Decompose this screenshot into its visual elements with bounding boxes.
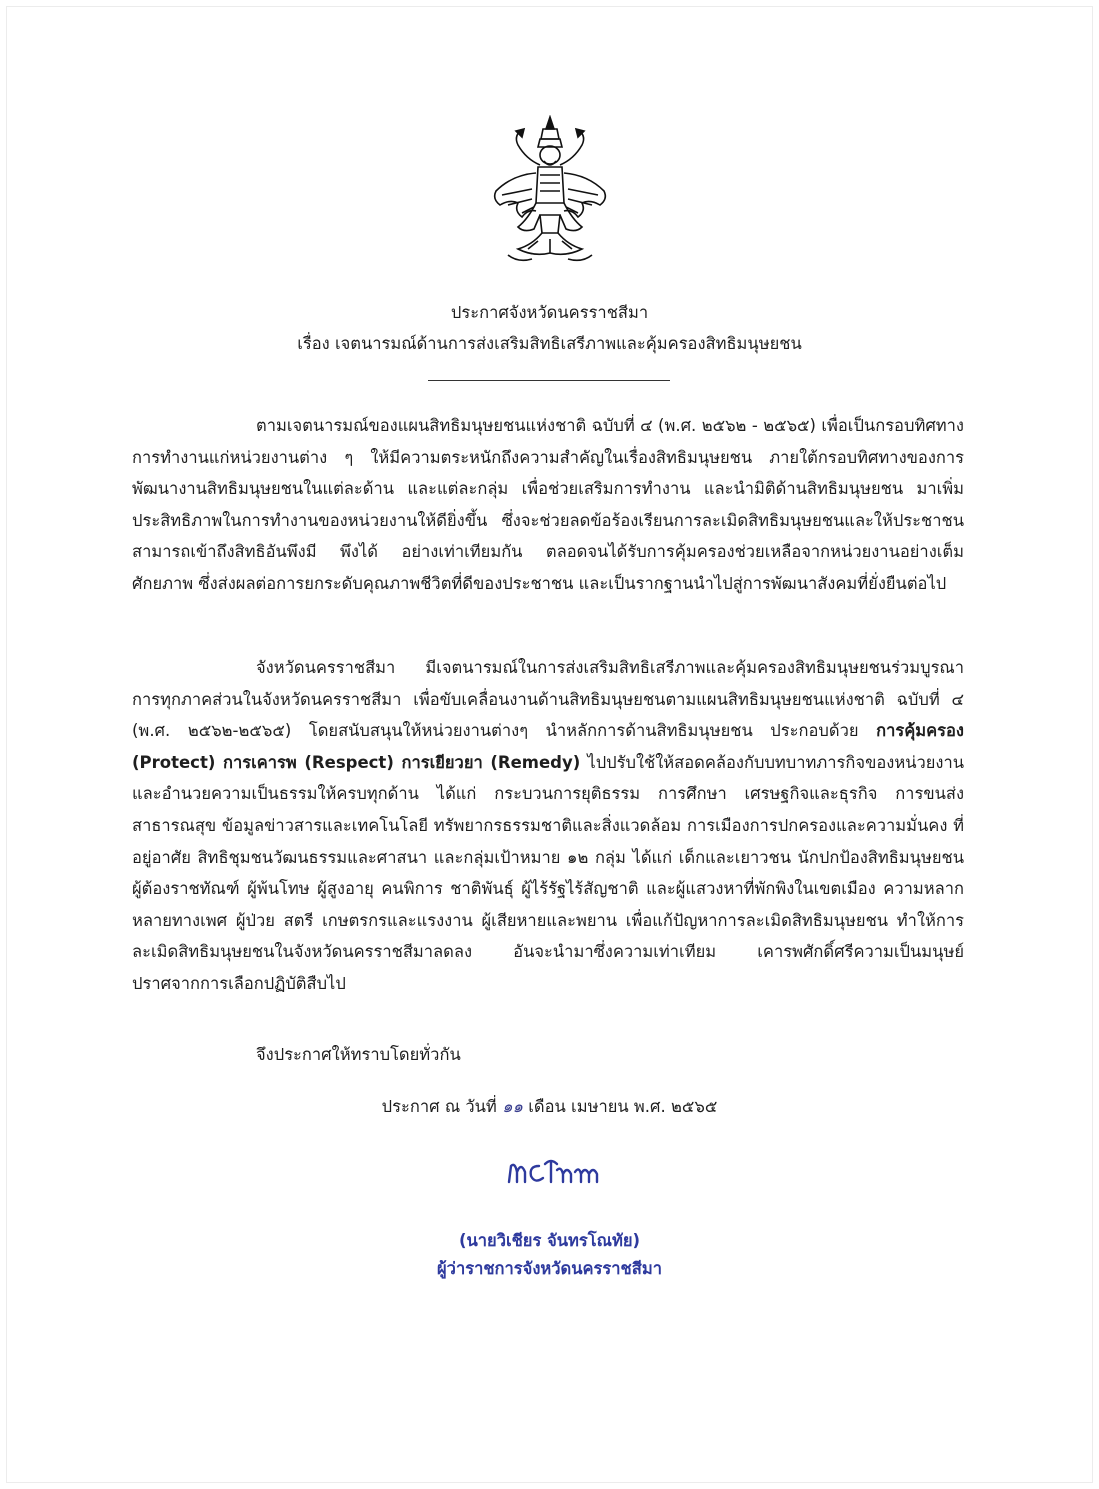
paragraph-2-intro: จังหวัดนครราชสีมา มีเจตนารมณ์ในการส่งเสริมสิทธิเสรีภาพและคุ้มครองสิทธิมนุษยชนร่วมบูรณาการทุกภาคส่วนในจังหวัดนครราชสีมา เพื่อขับเคลื่อนงานด้านสิทธิมนุษยชนตามแผนสิทธิมนุษยชนแห่งชาติ ฉบับที่ ๔ (พ.ศ. ๒๕๖๒-๒๕๖๕) โดยสนับสนุนให้หน่วยงานต่างๆ นำหลักการด้านสิทธิมนุษยชน ประกอบด้วย [132,658,964,741]
header-divider [428,380,670,381]
body-paragraph-1: ตามเจตนารมณ์ของแผนสิทธิมนุษยชนแห่งชาติ ฉบับที่ ๔ (พ.ศ. ๒๕๖๒ - ๒๕๖๕) เพื่อเป็นกรอบทิศทางการทำงานแก่หน่วยงานต่าง ๆ ให้มีความตระหนักถึงความสำคัญในเรื่องสิทธิมนุษยชน ภายใต้กรอบทิศทางของการพัฒนางานสิทธิมนุษยชนในแต่ละด้าน และแต่ละกลุ่ม เพื่อช่วยเสริมการทำงาน และนำมิติด้านสิทธิมนุษยชน มาเพิ่มประสิทธิภาพในการทำงานของหน่วยงานให้ดียิ่งขึ้น ซึ่งจะช่วยลดข้อร้องเรียนการละเมิดสิทธิมนุษยชนและให้ประชาชนสามารถเข้าถึงสิทธิอันพึงมี พึงได้ อย่างเท่าเทียมกัน ตลอดจนได้รับการคุ้มครองช่วยเหลือจากหน่วยงานอย่างเต็มศักยภาพ ซึ่งส่งผลต่อการยกระดับคุณภาพชีวิตที่ดีของประชาชน และเป็นรากฐานนำไปสู่การพัฒนาสังคมที่ยั่งยืนต่อไป [132,416,964,593]
signature-mark [505,1152,605,1194]
announcement-title: ประกาศจังหวัดนครราชสีมา [450,303,649,322]
announcement-subject: เรื่อง เจตนารมณ์ด้านการส่งเสริมสิทธิเสรีภาพและคุ้มครองสิทธิมนุษยชน [297,334,802,353]
signer-title: ผู้ว่าราชการจังหวัดนครราชสีมา [437,1259,662,1278]
date-day: ๑๑ [502,1097,524,1116]
paragraph-2-rest: ไปปรับใช้ให้สอดคล้องกับบทบาทภารกิจของหน่วยงาน และอำนวยความเป็นธรรมให้ครบทุกด้าน ได้แก่ กระบวนการยุติธรรม การศึกษา เศรษฐกิจและธุรกิจ การขนส่ง สาธารณสุข ข้อมูลข่าวสารและเทคโนโลยี ทรัพยากรธรรมชาติและสิ่งแวดล้อม การเมืองการปกครองและความมั่นคง ที่อยู่อาศัย สิทธิชุมชนวัฒนธรรมและศาสนา และกลุ่มเป้าหมาย ๑๒ กลุ่ม ได้แก่ เด็กและเยาวชน นักปกป้องสิทธิมนุษยชน ผู้ต้องราชทัณฑ์ ผู้พ้นโทษ ผู้สูงอายุ คนพิการ ชาติพันธุ์ ผู้ไร้รัฐไร้สัญชาติ และผู้แสวงหาที่พักพิงในเขตเมือง ความหลากหลายทางเพศ ผู้ป่วย สตรี เกษตรกรและแรงงาน ผู้เสียหายและพยาน เพื่อแก้ปัญหาการละเมิดสิทธิมนุษยชน ทำให้การละเมิดสิทธิมนุษยชนในจังหวัดนครราชสีมาลดลง อันจะนำมาซึ่งความเท่าเทียม เคารพศักดิ์ศรีความเป็นมนุษย์ ปราศจากการเลือกปฏิบัติสืบไป [132,752,965,993]
announcement-date [0,1094,1099,1120]
body-paragraph-2 [132,652,964,1000]
signer-name: (นายวิเชียร จันทรโณทัย) [458,1231,641,1250]
closing-statement: จึงประกาศให้ทราบโดยทั่วกัน [256,1045,461,1064]
principles-bold-text: การคุ้มครอง (Protect) การเคารพ (Respect) การเยียวยา (Remedy) [132,721,964,772]
date-prefix: ประกาศ ณ วันที่ [381,1097,497,1116]
garuda-emblem-icon [488,115,612,265]
date-suffix: เดือน เมษายน พ.ศ. ๒๕๖๕ [528,1097,718,1116]
